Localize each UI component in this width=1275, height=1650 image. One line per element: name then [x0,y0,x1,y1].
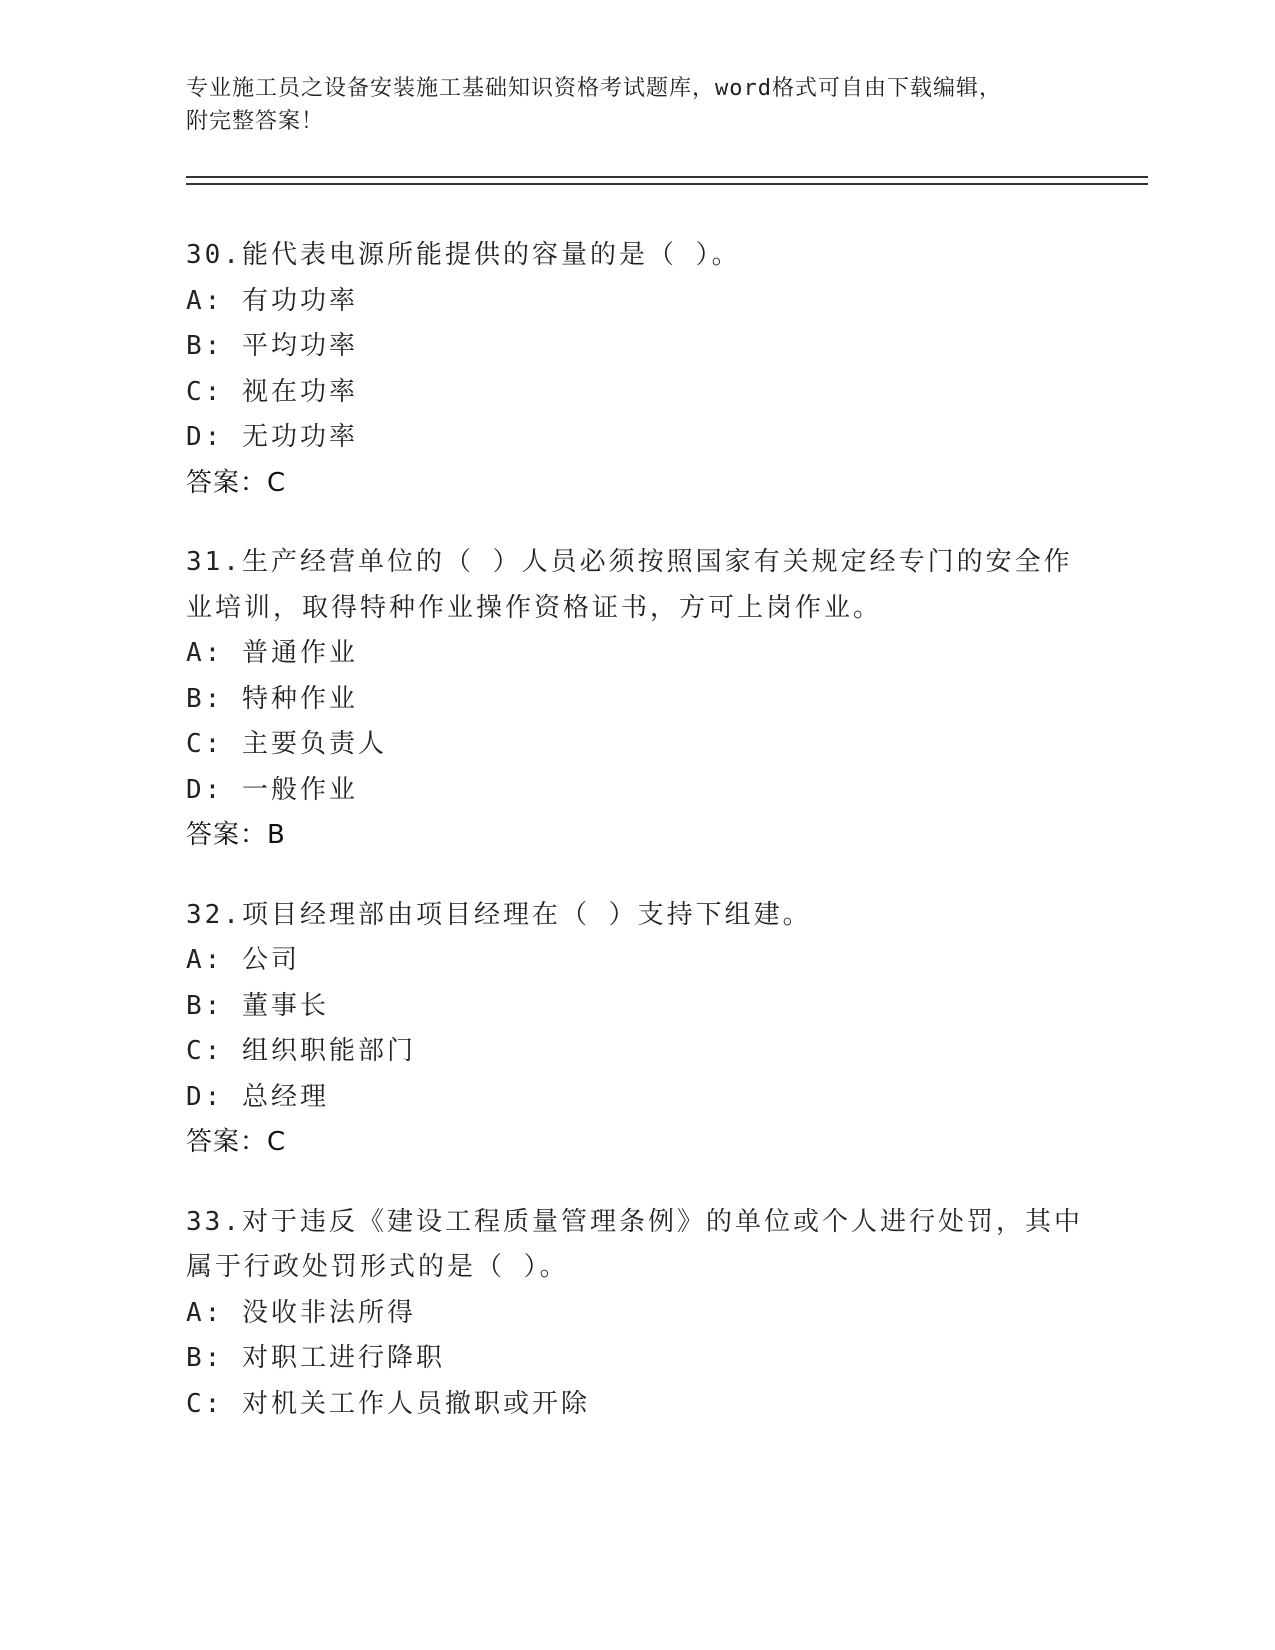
answer-line: 答案：C [186,1127,287,1157]
answer-line: 答案：B [186,820,286,850]
question-31 [186,540,1086,859]
option-c: C: 组织职能部门 [186,1036,416,1066]
option-a: A: 普通作业 [186,638,358,668]
question-stem: 30.能代表电源所能提供的容量的是（ ）。 [186,240,741,270]
question-32 [186,893,1086,1166]
question-33 [186,1200,1086,1428]
option-a: A: 有功功率 [186,285,358,316]
option-b: B: 对职工进行降职 [186,1343,445,1373]
option-c: C: 对机关工作人员撤职或开除 [186,1388,590,1419]
question-list [186,233,1086,1461]
question-30 [186,233,1086,506]
document-header [186,72,1086,138]
option-a: A: 公司 [186,945,300,975]
question-stem: 33.对于违反《建设工程质量管理条例》的单位或个人进行处罚，其中属于行政处罚形式的是（ ）。 [186,1206,1083,1282]
option-c: C: 主要负责人 [186,729,387,759]
question-stem: 32.项目经理部由项目经理在（ ）支持下组建。 [186,899,812,930]
header-divider [186,176,1148,185]
option-d: D: 无功功率 [186,422,358,452]
option-d: D: 总经理 [186,1081,329,1112]
header-line-2: 附完整答案！ [186,109,325,134]
option-c: C: 视在功率 [186,376,358,407]
option-b: B: 董事长 [186,990,329,1021]
option-a: A: 没收非法所得 [186,1297,416,1328]
option-b: B: 特种作业 [186,683,358,714]
answer-line: 答案：C [186,467,287,498]
question-stem: 31.生产经营单位的（ ）人员必须按照国家有关规定经专门的安全作业培训，取得特种作业操作资格证书，方可上岗作业。 [186,547,1073,623]
header-line-1: 专业施工员之设备安装施工基础知识资格考试题库，word格式可自由下载编辑， [186,76,1002,101]
option-d: D: 一般作业 [186,774,358,805]
option-b: B: 平均功率 [186,331,358,361]
